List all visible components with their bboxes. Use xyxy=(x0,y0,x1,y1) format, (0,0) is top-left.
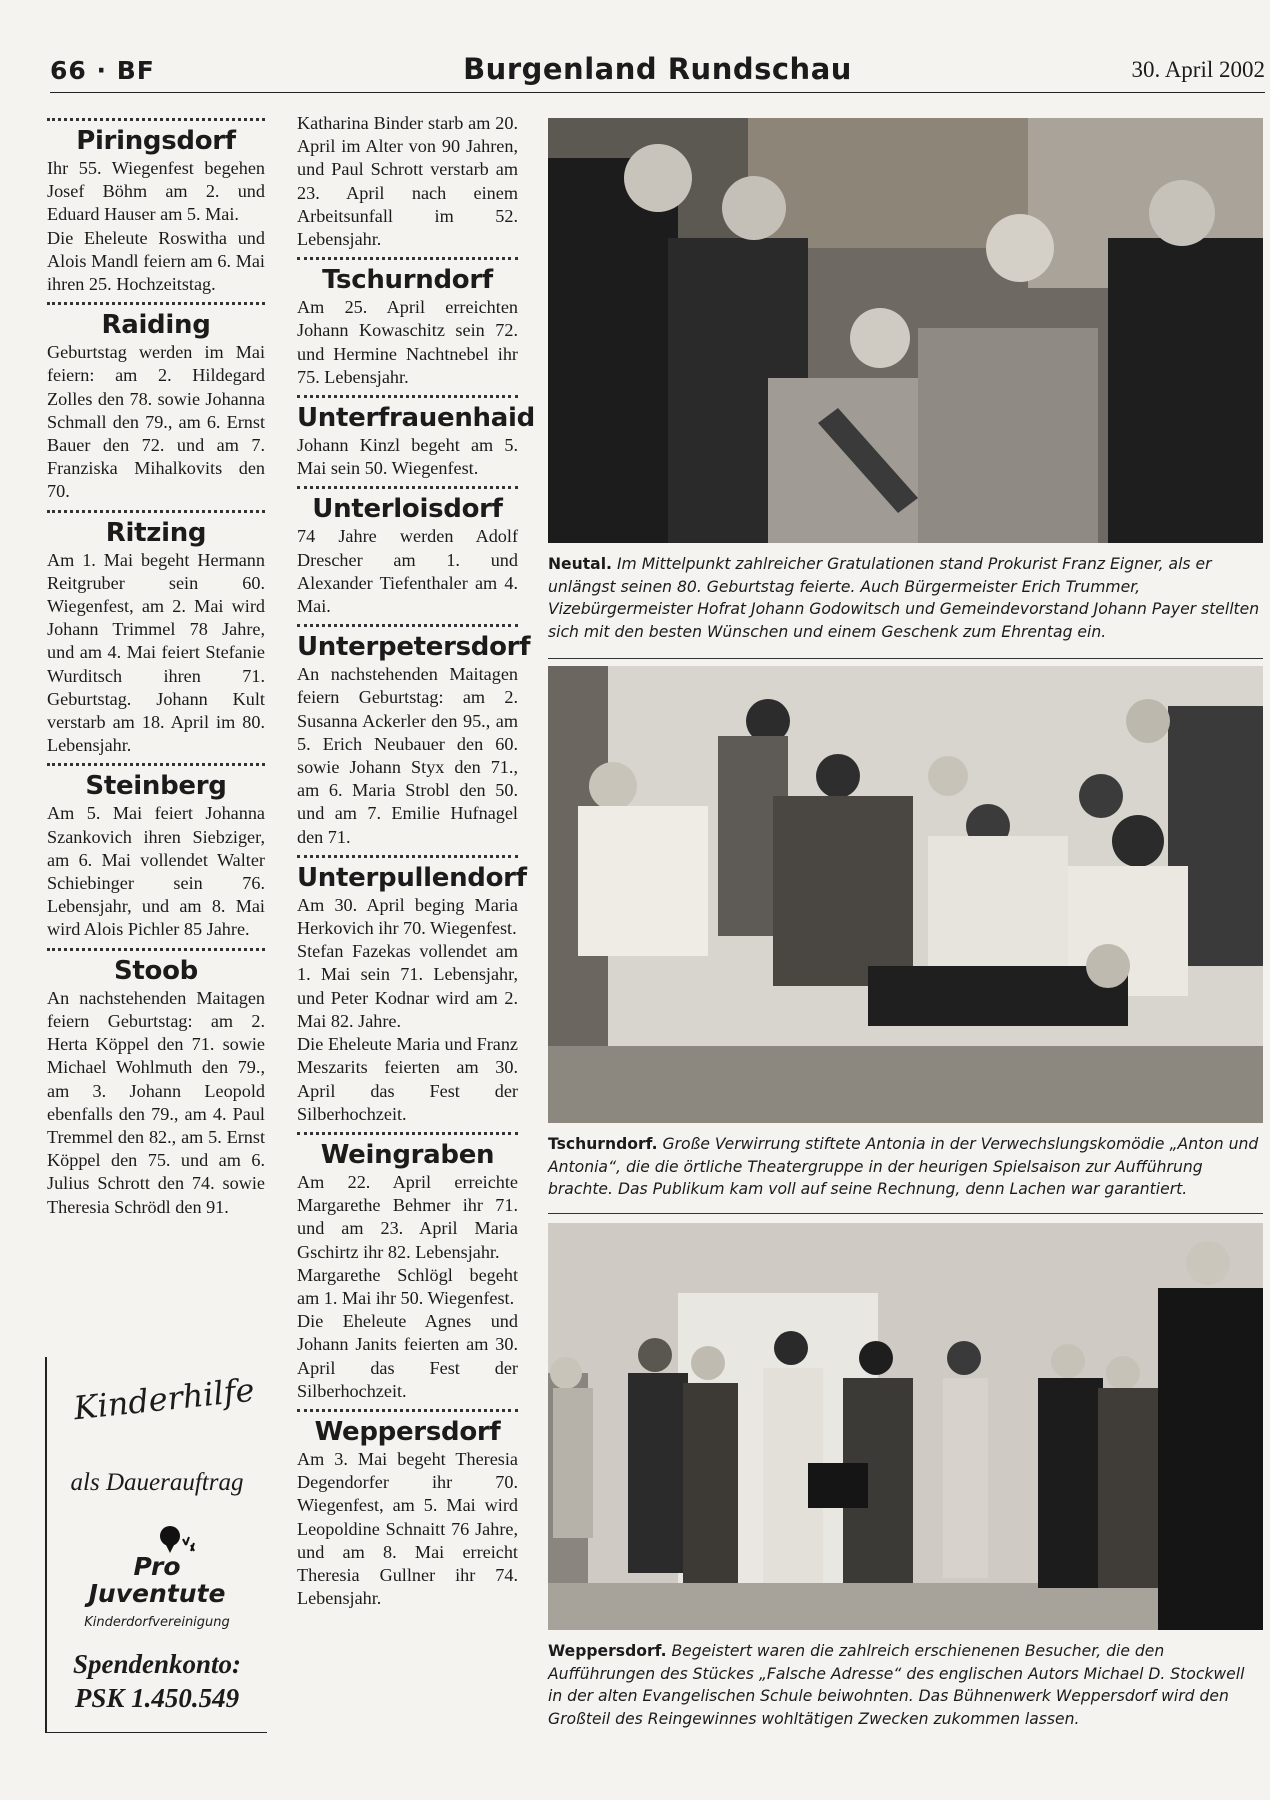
photo-weppersdorf xyxy=(548,1223,1263,1630)
kinderhilfe-ad xyxy=(45,1357,267,1733)
divider-line xyxy=(548,1213,1263,1214)
caption-text: Begeistert waren die zahlreich erschienenen Besucher, die den Aufführungen des Stückes „Falsche Adresse“ des englischen Autors Michael D. Stockwell in der alten Evangelischen Schule beiwohnten. Das Bühnenwerk Weppersdorf wird den Großteil des Reingewinnes wohltätigen Zwecken zukommen lassen. xyxy=(548,1642,1245,1728)
photo-neutal-image xyxy=(548,118,1263,543)
dotted-divider xyxy=(47,118,265,121)
dotted-divider xyxy=(297,624,518,627)
section-ritzing xyxy=(47,510,265,758)
dotted-divider xyxy=(47,763,265,766)
ad-script-title: Kinderhilfe xyxy=(71,1370,257,1428)
section-heading: Unterpullendorf xyxy=(297,862,527,893)
ad-account-label: Spendenkonto: xyxy=(72,1649,242,1679)
section-text: Die Eheleute Roswitha und Alois Mandl feiern am 6. Mai ihren 25. Hochzeitstag. xyxy=(47,227,265,295)
section-text: An nachstehenden Maitagen feiern Geburtstag: am 2. Susanna Ackerler den 95., am 5. Erich Neubauer den 60. sowie Johann Styx den 71., am 6. Maria Strobl den 50. und am 7. Emilie Hufnagel den 71. xyxy=(297,664,518,847)
section-heading: Stoob xyxy=(114,955,198,986)
section-heading: Weingraben xyxy=(320,1139,495,1170)
page-header xyxy=(50,50,1265,93)
section-heading: Weppersdorf xyxy=(314,1416,501,1447)
section-text: Margarethe Schlögl begeht am 1. Mai ihr 50. Wiegenfest. xyxy=(297,1264,518,1308)
ad-account-number: PSK 1.450.549 xyxy=(74,1683,240,1713)
ad-logo-line1: Pro xyxy=(133,1552,181,1581)
photo-weppersdorf-image xyxy=(548,1223,1263,1630)
column-middle xyxy=(297,112,535,1610)
section-heading: Unterpetersdorf xyxy=(297,632,531,663)
ad-logo-text xyxy=(47,1553,267,1607)
section-piringsdorf xyxy=(47,118,265,296)
section-text: Am 22. April erreichte Margarethe Behmer ihr 71. und am 23. April Maria Gschirtz ihr 82. Lebensjahr. xyxy=(297,1171,518,1262)
column-lead-text: Katharina Binder starb am 20. April im Alter von 90 Jahren, und Paul Schrott verstarb am 23. April nach einem Arbeitsunfall im 52. Lebensjahr. xyxy=(297,113,518,250)
section-unterpullendorf xyxy=(297,855,527,1126)
caption-text: Große Verwirrung stiftete Antonia in der Verwechslungskomödie „Anton und Antonia“, die die örtliche Theatergruppe in der heurigen Spielsaison zur Aufführung brachte. Das Publikum kam voll auf seine Rechnung, denn Lachen war garantiert. xyxy=(548,1135,1259,1198)
section-text: Ihr 55. Wiegenfest begehen Josef Böhm am 2. und Eduard Hauser am 5. Mai. xyxy=(47,158,265,225)
caption-weppersdorf xyxy=(548,1640,1263,1730)
section-text: An nachstehenden Maitagen feiern Geburtstag: am 2. Herta Köppel den 71. sowie Michael Wohlmuth den 79., am 3. Johann Leopold ebenfalls den 79., am 4. Paul Tremmel den 82., am 5. Ernst Köppel den 75. und am 6. Julius Schrott den 74. sowie Theresia Schrödl den 91. xyxy=(47,987,265,1217)
section-tschurndorf xyxy=(297,257,518,389)
section-text: Am 1. Mai begeht Hermann Reitgruber sein 60. Wiegenfest, am 2. Mai wird Johann Trimmel 78 Jahre, und am 4. Mai feiert Stefanie Wurditsch ihren 71. Geburtstag. Johann Kult verstarb am 18. April im 80. Lebensjahr. xyxy=(47,549,265,756)
ad-account xyxy=(47,1647,267,1715)
issue-date: 30. April 2002 xyxy=(1131,57,1265,82)
section-heading: Piringsdorf xyxy=(76,126,236,156)
dotted-divider xyxy=(297,486,518,489)
section-unterfrauenhaid xyxy=(297,395,535,480)
section-weingraben xyxy=(297,1132,518,1403)
section-steinberg xyxy=(47,763,265,941)
caption-neutal xyxy=(548,553,1263,643)
dotted-divider xyxy=(47,510,265,513)
divider-line xyxy=(548,658,1263,659)
section-text: Stefan Fazekas vollendet am 1. Mai sein 71. Lebensjahr, und Peter Kodnar wird am 2. Mai 82. Jahre. xyxy=(297,941,518,1031)
masthead-title: Burgenland Rundschau xyxy=(463,52,852,86)
dotted-divider xyxy=(297,1132,518,1135)
section-heading: Steinberg xyxy=(85,771,227,802)
section-unterpetersdorf xyxy=(297,624,531,849)
section-text: Die Eheleute Agnes und Johann Janits feierten am 30. April das Fest der Silberhochzeit. xyxy=(297,1311,518,1401)
section-heading: Unterloisdorf xyxy=(312,494,503,525)
section-heading: Raiding xyxy=(101,310,211,341)
caption-text: Im Mittelpunkt zahlreicher Gratulationen stand Prokurist Franz Eigner, als er unlängst seinen 80. Geburtstag feierte. Auch Bürgermeister Erich Trummer, Vizebürgermeister Hofrat Johann Godowitsch und Gemeindevorstand Johann Payer stellten sich mit den besten Wünschen und einem Geschenk zum Ehrentag ein. xyxy=(548,555,1260,641)
section-text: Am 30. April beging Maria Herkovich ihr 70. Wiegenfest. xyxy=(297,894,518,939)
ad-subtitle: als Dauerauftrag xyxy=(70,1469,244,1496)
section-heading: Ritzing xyxy=(105,517,207,548)
dotted-divider xyxy=(47,948,265,951)
photo-tschurndorf-image xyxy=(548,666,1263,1123)
dotted-divider xyxy=(297,1409,518,1412)
section-text: Die Eheleute Maria und Franz Meszarits feierten am 30. April das Fest der Silberhochzeit. xyxy=(297,1034,518,1124)
caption-place: Tschurndorf. xyxy=(548,1135,658,1153)
dotted-divider xyxy=(297,257,518,260)
section-text: Geburtstag werden im Mai feiern: am 2. Hildegard Zolles den 78. sowie Johanna Schmall den 79., am 6. Ernst Bauer den 72. und am 7. Franziska Mihalkovits den 70. xyxy=(47,342,265,502)
caption-place: Weppersdorf. xyxy=(548,1642,667,1660)
section-raiding xyxy=(47,302,265,503)
photo-tschurndorf xyxy=(548,666,1263,1123)
dotted-divider xyxy=(47,302,265,305)
section-text: Am 5. Mai feiert Johanna Szankovich ihren Siebziger, am 6. Mai vollendet Walter Schiebinger sein 76. Lebensjahr, und am 8. Mai wird Alois Pichler 85 Jahre. xyxy=(47,803,265,940)
page-number: 66 · BF xyxy=(50,56,155,85)
section-weppersdorf xyxy=(297,1409,518,1610)
section-stoob xyxy=(47,948,265,1219)
section-text: Am 3. Mai begeht Theresia Degendorfer ihr 70. Wiegenfest, am 5. Mai wird Leopoldine Schnaitt 76 Jahre, und am 8. Mai erreicht Theresia Gullner ihr 74. Lebensjahr. xyxy=(297,1448,518,1609)
section-text: Am 25. April erreichten Johann Kowaschitz sein 72. und Hermine Nachtnebel ihr 75. Lebensjahr. xyxy=(297,297,518,387)
column-left xyxy=(47,112,265,1219)
section-unterloisdorf xyxy=(297,486,518,618)
section-text: 74 Jahre werden Adolf Drescher am 1. und Alexander Tiefenthaler am 4. Mai. xyxy=(297,526,518,617)
dotted-divider xyxy=(297,855,518,858)
caption-tschurndorf xyxy=(548,1133,1263,1201)
caption-place: Neutal. xyxy=(548,555,612,573)
section-heading: Unterfrauenhaid xyxy=(297,403,535,434)
section-text: Johann Kinzl begeht am 5. Mai sein 50. Wiegenfest. xyxy=(297,435,518,479)
photo-neutal xyxy=(548,118,1263,543)
section-heading: Tschurndorf xyxy=(322,265,493,296)
ad-logo-line2: Juventute xyxy=(88,1579,226,1608)
dotted-divider xyxy=(297,395,518,398)
ad-organisation: Kinderdorfvereinigung xyxy=(84,1615,230,1630)
